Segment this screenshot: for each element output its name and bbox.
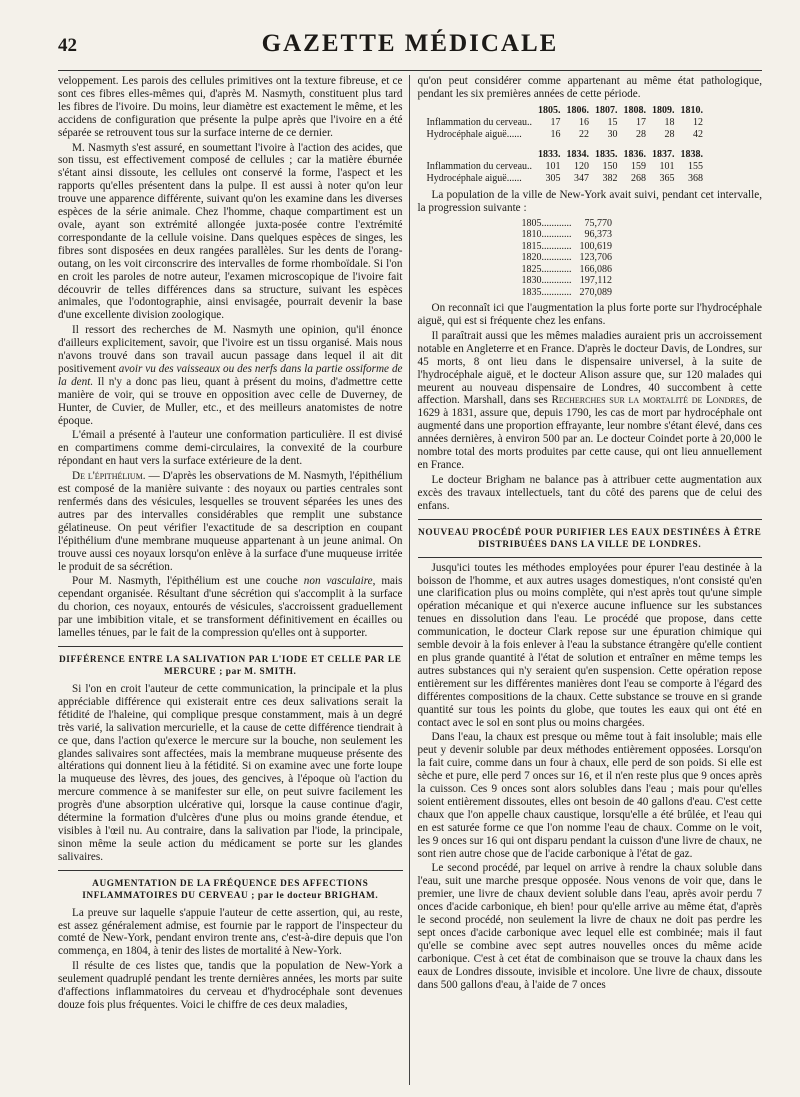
population-table: [518, 218, 617, 299]
year-cell: 1820............: [521, 252, 572, 264]
table-row: [518, 218, 617, 230]
year-cell: 1837.: [652, 148, 675, 160]
paragraph: On reconnaît ici que l'augmentation la plus forte porte sur l'hydrocéphale aiguë, qui est si fréquente chez les enfans.: [417, 302, 762, 328]
year-cell: 1805.: [538, 104, 561, 116]
paragraph: Dans l'eau, la chaux est presque ou même tout à fait insoluble; mais elle peut y devenir soluble par deux méthodes entièrement opposées. Lorsqu'on la fait cuire, comme dans un four à chaux, elle perd de son poids. Si elle est sèche et pure, elle perd 7 onces sur 16, et il n'en reste plus que 9 onces après la cuisson. Ces 9 onces sont alors solubles dans l'eau ; mais pour qu'elles soient entièrement dissoutes, elles ont besoin de 40 gallons d'eau. C'est cette chaux que l'on appelle chaux caustique, lorsqu'elle a été brûlée, et l'eau qui en est saturée forme ce que l'on nomme l'eau de chaux. Comme on le voit, les 9 onces sur 16 qui ont disparu pendant la cuisson d'une livre de chaux, ne sont rien autre chose que de l'acide carbonique à l'état de gaz.: [417, 731, 762, 860]
value-cell: 368: [688, 172, 704, 184]
year-cell: 1838.: [680, 148, 704, 160]
paragraph: Il résulte de ces listes que, tandis que la population de New-York a seulement quadruplé pendant les trente dernières années, les morts par suite d'affections inflammatoires du cerveau et d'hydrocéphale sont devenues douze fois plus fréquentes. Voici le chiffre de ces deux maladies,: [58, 960, 403, 1011]
table-row: [518, 241, 617, 253]
section-divider: [418, 519, 763, 520]
year-cell: 1810.: [680, 104, 704, 116]
table-row: [518, 264, 617, 276]
right-column: [409, 75, 763, 1085]
year-cell: 1836.: [623, 148, 647, 160]
table-row: [518, 275, 617, 287]
value-cell: 42: [693, 128, 704, 140]
paragraph: Il paraîtrait aussi que les mêmes maladies auraient pris un accroissement notable en Angleterre et en France. D'après le docteur Davis, de Londres, sur 45 morts, 8 ont lieu dans le dispensaire universel, à la suite de l'hydrocéphale aiguë, et le docteur Alison assure que, sur 120 malades qui meurent au nouveau dispensaire de Londres, 40 succombent à cette affection. Marshall, dans ses Recherches sur la mortalité de Londres, de 1629 à 1831, assure que, depuis 1790, les cas de mort par hydrocéphale ont augmenté dans une proportion effrayante, leur nombre s'étant élevé, dans ces années dernières, à environ 500 par an. Le docteur Coindet porte à 20,000 le nombre total des morts produites par cette cause, qui ont lieu annuellement en France.: [417, 329, 762, 471]
value-cell: 159: [631, 160, 647, 172]
section-title: AUGMENTATION DE LA FRÉQUENCE DES AFFECTIONS INFLAMMATOIRES DU CERVEAU ; par le docteur BRIGHAM.: [82, 878, 379, 901]
year-cell: 1815............: [521, 240, 572, 252]
table-spacer: [424, 141, 707, 149]
value-cell: 17: [636, 116, 647, 128]
value-cell: 382: [602, 172, 618, 184]
page-header: [58, 30, 762, 71]
paragraph: L'émail a présenté à l'auteur une conformation particulière. Il est divisé en compartimens comme demi-circulaires, la convexité de la courbure répondant en haut vers la surface extérieure de la dent.: [58, 429, 403, 468]
value-cell: 75,770: [584, 217, 612, 229]
paragraph: Jusqu'ici toutes les méthodes employées pour épurer l'eau destinée à la boisson de l'homme, et aux autres usages domestiques, n'ont consisté qu'en une clarification plus ou moins complète, qui n'est après tout qu'une simple opération mécanique et qui n'exerce aucune influence sur les substances tenues en dissolution dans l'eau. Le procédé que propose, dans cette communication, le docteur Clark repose sur une épuration chimique qui semble devoir à la fois enlever à l'eau la substance étrangère qu'elle contient en plus grande quantité à l'état de solution et entraîner en même temps les autres substances qui n'y seraient qu'en suspension. Cette opération repose entièrement sur les différentes manières dont l'eau se comporte à l'égard des différentes compositions de la chaux. Cette substance se trouve en si grande quantité sur tous les points du globe, que toutes les eaux qui ont été en contact avec le sol en sont plus ou moins chargées.: [417, 561, 762, 729]
paragraph: veloppement. Les parois des cellules primitives ont la texture fibreuse, et ce sont ces fibres elles-mêmes qui, d'après M. Nasmyth, constituent plus tard les fibres de l'ivoire. Du moins, leur diamètre est exactement le même, et les accidens de configuration que présente la pulpe après que l'ivoire en a été séparée se retrouvent tous sur la surface interne de ce dernier.: [58, 75, 403, 139]
value-cell: 100,619: [579, 240, 612, 252]
year-cell: 1810............: [521, 229, 572, 241]
value-cell: 268: [631, 172, 647, 184]
paragraph: De l'épithélium. — D'après les observations de M. Nasmyth, l'épithélium est composé de la manière suivante : des noyaux ou parties centrales sont renfermés dans des vésicules, lesquelles se trouvent séparées les unes des autres par des intervalles considérables que remplit une substance gélatineuse. On peut vérifier l'exactitude de sa description en coupant l'épithélium d'une membrane muqueuse appartenant à un jeune animal. On trouve aussi ces noyaux lorsqu'on enlève à la surface d'une muqueuse irritée le produit de sa sécrétion.: [58, 470, 403, 573]
value-cell: 347: [574, 172, 590, 184]
section-divider: [58, 646, 403, 647]
year-cell: 1825............: [521, 263, 572, 275]
section-divider: [58, 870, 403, 871]
value-cell: 120: [574, 160, 590, 172]
paragraph: Le docteur Brigham ne balance pas à attribuer cette augmentation aux excès des travaux intellectuels, tant du côté des parens que de celui des enfans.: [417, 473, 762, 512]
year-cell: 1834.: [566, 148, 590, 160]
value-cell: 305: [545, 172, 561, 184]
year-cell: 1830............: [521, 275, 572, 287]
value-cell: 96,373: [584, 229, 612, 241]
row-label: Inflammation du cerveau..: [426, 160, 533, 172]
value-cell: 166,086: [579, 263, 612, 275]
value-cell: 155: [688, 160, 704, 172]
table-row: [424, 173, 707, 185]
journal-title: GAZETTE MÉDICALE: [261, 30, 559, 57]
row-label: Inflammation du cerveau..: [426, 116, 533, 128]
left-column: [58, 75, 409, 1085]
table-row: [518, 252, 617, 264]
paragraph: La population de la ville de New-York avait suivi, pendant cet intervalle, la progression suivante :: [417, 188, 762, 214]
paragraph: Il ressort des recherches de M. Nasmyth une opinion, qu'il énonce d'ailleurs explicitement, savoir, que l'ivoire est un tissu organisé. Mais nous n'avons trouvé dans son travail aucun passage dans lequel il ait dit positivement avoir vu des vaisseaux ou des nerfs dans la partie ossiforme de la dent. Il n'y a donc pas lieu, quant à présent du moins, d'admettre cette manière de voir, qui se trouve en opposition avec celle de Duverney, de Hunter, de Cuvier, de Muller, etc., et des meilleurs anatomistes de notre époque.: [58, 324, 403, 427]
year-cell: 1806.: [566, 104, 590, 116]
paragraph: Si l'on en croit l'auteur de cette communication, la principale et la plus appréciable différence qui existerait entre ces deux salivations serait la fétidité de l'haleine, qui complique presque constamment, mais à un degré très varié, la salivation mercurielle, et la cause de cette différence tiendrait à ce que, dans l'action qu'exerce le mercure sur la bouche, non seulement les glandes salivaires sont affectées, mais la membrane muqueuse présente des altérations qui donnent lieu à la fétidité. Si on examine avec une forte loupe la muqueuse des lèvres, des joues, des gencives, à l'époque où l'action du mercure commence à se manifester sur elle, on peut suivre facilement les progrès d'une absorption ulcérative qui, lorsque la cause continue d'agir, détermine la formation d'ulcères d'une plus ou moins grande étendue, et visibles à l'œil nu. Au contraire, dans la salivation par l'iode, la principale, sinon même la seule action du médicament se porte sur les glandes salivaires.: [58, 682, 403, 863]
value-cell: 123,706: [579, 252, 612, 264]
paragraph: qu'on peut considérer comme appartenant au même état pathologique, pendant les six premières années de cette période.: [417, 75, 762, 100]
value-cell: 28: [636, 128, 647, 140]
year-cell: 1835.: [595, 148, 618, 160]
value-cell: 28: [664, 128, 675, 140]
table-header-row: [424, 149, 707, 161]
table-row: [424, 161, 707, 173]
year-cell: 1807.: [595, 104, 618, 116]
value-cell: 17: [550, 116, 561, 128]
section-divider: [418, 557, 763, 558]
value-cell: 150: [602, 160, 618, 172]
mortality-table: [424, 105, 707, 185]
table-row: [424, 117, 707, 129]
paragraph: Le second procédé, par lequel on arrive à rendre la chaux soluble dans l'eau, suit une marche presque opposée. Nous venons de voir que, dans le premier, une livre de chaux devient soluble dans l'eau, après avoir perdu 7 onces d'acide carbonique, eh bien! pour qu'elle arrive au même état, d'après le second procédé, non seulement la livre de chaux ne doit pas perdre les sept onces d'acide carbonique avec lequel elle est combinée; mais il faut qu'elle se combine avec sept autres nouvelles onces du même acide carbonique. C'est à cet état de combinaison que se trouve la chaux dans les eaux de Londres dissoute, invisible et incolore. Une livre de chaux, dissoute dans 500 gallons d'eau, à l'aide de 7 onces: [417, 862, 762, 991]
value-cell: 101: [545, 160, 561, 172]
year-cell: 1835............: [521, 286, 572, 298]
value-cell: 365: [659, 172, 675, 184]
value-cell: 18: [664, 116, 675, 128]
value-cell: 30: [607, 128, 618, 140]
table-row: [424, 129, 707, 141]
value-cell: 270,089: [579, 286, 612, 298]
year-cell: 1808.: [623, 104, 647, 116]
value-cell: 15: [607, 116, 618, 128]
table-row: [518, 229, 617, 241]
subheading: De l'épithélium.: [72, 470, 146, 483]
value-cell: 22: [579, 128, 590, 140]
value-cell: 16: [579, 116, 590, 128]
value-cell: 16: [550, 128, 561, 140]
table-header-row: [424, 105, 707, 117]
page-number: 42: [58, 35, 77, 56]
value-cell: 12: [693, 116, 704, 128]
year-cell: 1833.: [538, 148, 561, 160]
section-title: NOUVEAU PROCÉDÉ POUR PURIFIER LES EAUX DESTINÉES À ÊTRE DISTRIBUÉES DANS LA VILLE DE LONDRES.: [418, 527, 762, 550]
row-label: Hydrocéphale aiguë......: [426, 172, 522, 184]
value-cell: 101: [659, 160, 675, 172]
section-title: DIFFÉRENCE ENTRE LA SALIVATION PAR L'IODE ET CELLE PAR LE MERCURE ; par M. SMITH.: [58, 654, 402, 677]
row-label: Hydrocéphale aiguë......: [426, 128, 522, 140]
year-cell: 1805............: [521, 217, 572, 229]
paragraph: Pour M. Nasmyth, l'épithélium est une couche non vasculaire, mais cependant organisée. Résultant d'une sécrétion qui s'accomplit à la surface du chorion, ces noyaux, entourés de vésicules, s'accroissent graduellement par une imbibition vitale, et se transforment définitivement en écailles ou lamelles ténues, par le fait de la compression qu'elles ont à supporter.: [58, 575, 403, 640]
table-row: [518, 287, 617, 299]
paragraph: La preuve sur laquelle s'appuie l'auteur de cette assertion, qui, au reste, est assez généralement admise, est fournie par le rapport de l'inspecteur du comté de New-York, pendant environ trente ans, c'est-à-dire depuis que l'on commença, en 1804, à tenir des listes de mortalité à New-York.: [58, 906, 403, 958]
value-cell: 197,112: [579, 275, 612, 287]
year-cell: 1809.: [652, 104, 675, 116]
paragraph: M. Nasmyth s'est assuré, en soumettant l'ivoire à l'action des acides, que son tissu, est effectivement composé de cellules ; car la matière éburnée s'étant ainsi dissoute, les cellules ont conservé la forme, l'aspect et les rapports qu'elles présentent dans la pulpe. Il est aussi à noter qu'on leur trouve une apparence différente, suivant qu'on les examine dans les diverses espèces de la série animale. Chez l'homme, chaque compartiment est un ovale, ayant son extrémité allongée juxta-posée contre l'extrémité correspondante de la cellule voisine. Dans quelques espèces de singes, les fibres sont disposées en deux rangées parallèles. Sur les dents de l'orang-outang, on les voit circonscrire des intervalles de forme rhomboïdale. Si l'on en croit les paroles de notre auteur, l'examen microscopique de l'ivoire fait découvrir de telles différences dans sa structure, suivant les espèces animales, que l'odontographie, ainsi envisagée, pourrait devenir la base d'une excellente division zoologique.: [58, 141, 403, 322]
